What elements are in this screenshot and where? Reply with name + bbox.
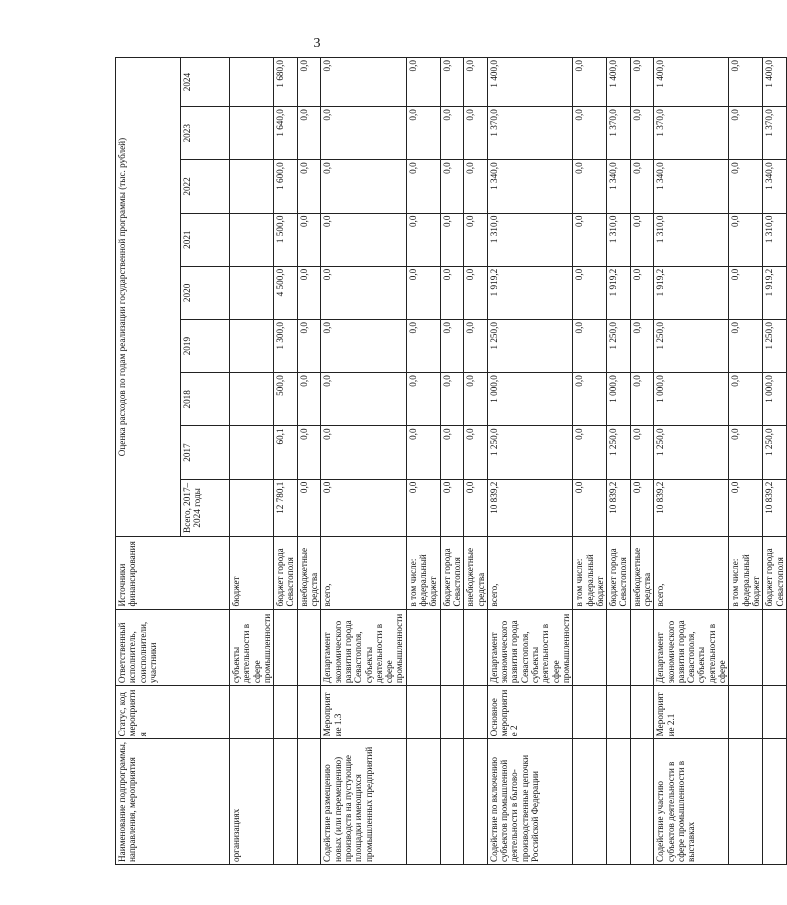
year-header-cell: 2018 (181, 373, 230, 426)
cell-value: 10 839,2 (763, 479, 787, 536)
cell-value: 0,0 (573, 213, 607, 266)
cell-value: 0,0 (406, 426, 440, 479)
cell-value: 0,0 (440, 160, 464, 213)
cell-value: 10 839,2 (487, 479, 572, 536)
cell-value: 0,0 (440, 426, 464, 479)
cell-name: Содействие по включению субъектов промышленной деятельности в бытово-производственные цепочки Российской Федерации (487, 739, 572, 865)
cell-value: 0,0 (440, 58, 464, 107)
cell-value: 1 370,0 (763, 107, 787, 160)
cell-source: в том числе: федеральный бюджет (729, 537, 763, 609)
cell-value: 1 000,0 (487, 373, 572, 426)
cell-value: 1 000,0 (763, 373, 787, 426)
cell-value: 1 400,0 (763, 58, 787, 107)
cell-value: 1 640,0 (274, 107, 298, 160)
cell-name: организациях (230, 739, 274, 865)
table-row (630, 58, 654, 865)
table-row (440, 58, 464, 865)
cell-value: 0,0 (729, 58, 763, 107)
cell-value: 1 370,0 (654, 107, 729, 160)
cell-value: 1 600,0 (274, 160, 298, 213)
cell-value: 0,0 (406, 266, 440, 319)
cell-value: 1 500,0 (274, 213, 298, 266)
table-row (487, 58, 572, 865)
cell-responsible: Департамент экономического развития города Севастополя, субъекты деятельности в сфере промышленности (487, 609, 572, 686)
cell-source: бюджет города Севастополя (763, 537, 787, 609)
cell-value: 0,0 (573, 160, 607, 213)
cell-value: 12 780,1 (274, 479, 298, 536)
table-row (321, 58, 406, 865)
cell-value: 0,0 (630, 479, 654, 536)
cell-value: 0,0 (630, 107, 654, 160)
cell-value: 0,0 (464, 426, 488, 479)
cell-status (573, 686, 607, 739)
cell-value: 0,0 (321, 479, 406, 536)
cell-status (607, 686, 631, 739)
cell-status (230, 686, 274, 739)
cell-value: 0,0 (297, 160, 321, 213)
cell-value: 1 340,0 (607, 160, 631, 213)
header-status: Статус, код мероприятия (116, 686, 230, 739)
header-estimate-title: Оценка расходов по годам реализации государственной программы (тыс. рублей) (116, 58, 181, 537)
cell-value: 1 250,0 (487, 319, 572, 372)
cell-value: 0,0 (440, 266, 464, 319)
cell-value: 1 250,0 (763, 426, 787, 479)
cell-name (729, 739, 763, 865)
cell-value: 0,0 (406, 213, 440, 266)
cell-value: 0,0 (573, 373, 607, 426)
year-header-cell: 2017 (181, 426, 230, 479)
cell-value: 1 919,2 (487, 266, 572, 319)
cell-responsible (406, 609, 440, 686)
cell-name (274, 739, 298, 865)
cell-status (440, 686, 464, 739)
cell-value: 0,0 (729, 160, 763, 213)
cell-value: 1 919,2 (763, 266, 787, 319)
cell-name: Содействие участию субъектов деятельности в сфере промышленности в выставках (654, 739, 729, 865)
cell-value: 1 250,0 (487, 426, 572, 479)
cell-value: 60,1 (274, 426, 298, 479)
cell-value: 0,0 (729, 319, 763, 372)
cell-status (763, 686, 787, 739)
cell-value: 0,0 (464, 479, 488, 536)
cell-value: 1 919,2 (654, 266, 729, 319)
year-header-cell: 2022 (181, 160, 230, 213)
cell-responsible (573, 609, 607, 686)
cell-value (230, 58, 274, 107)
cell-source: в том числе: федеральный бюджет (406, 537, 440, 609)
cell-value: 0,0 (440, 213, 464, 266)
cell-responsible (274, 609, 298, 686)
cell-value: 0,0 (464, 373, 488, 426)
table-row (230, 58, 274, 865)
header-row-top (116, 58, 181, 865)
cell-value: 0,0 (297, 107, 321, 160)
cell-value: 1 250,0 (607, 319, 631, 372)
cell-value: 0,0 (630, 266, 654, 319)
cell-value: 500,0 (274, 373, 298, 426)
cell-value: 1 250,0 (763, 319, 787, 372)
cell-value (230, 266, 274, 319)
cell-value: 0,0 (464, 319, 488, 372)
cell-value: 0,0 (297, 373, 321, 426)
cell-responsible (763, 609, 787, 686)
cell-name: Содействие размещению новых (или перемещению) производств на пустующие площадки имеющихся промышленных предприятий (321, 739, 406, 865)
cell-value: 0,0 (321, 319, 406, 372)
cell-value: 1 919,2 (607, 266, 631, 319)
header-responsible: Ответственный исполнитель, соисполнители, участники (116, 609, 230, 686)
cell-name (630, 739, 654, 865)
cell-value: 0,0 (440, 479, 464, 536)
cell-responsible: субъекты деятельности в сфере промышленности (230, 609, 274, 686)
cell-status: Основное мероприятие 2 (487, 686, 572, 739)
cell-responsible: Департамент экономического развития города Севастополя, субъекты деятельности в сфере (654, 609, 729, 686)
cell-value: 1 310,0 (607, 213, 631, 266)
cell-name (440, 739, 464, 865)
cell-value: 10 839,2 (654, 479, 729, 536)
cell-value: 1 340,0 (763, 160, 787, 213)
cell-value: 0,0 (573, 266, 607, 319)
cell-value: 0,0 (573, 58, 607, 107)
cell-value: 1 000,0 (607, 373, 631, 426)
cell-value: 0,0 (729, 479, 763, 536)
cell-value: 0,0 (321, 266, 406, 319)
table-row (297, 58, 321, 865)
cell-value: 0,0 (406, 107, 440, 160)
cell-value: 0,0 (729, 373, 763, 426)
table-area (115, 57, 785, 865)
cell-value: 0,0 (297, 319, 321, 372)
cell-name (573, 739, 607, 865)
cell-value: 0,0 (440, 107, 464, 160)
cell-value (230, 107, 274, 160)
cell-value: 0,0 (729, 426, 763, 479)
cell-value: 0,0 (406, 373, 440, 426)
year-header-cell: 2023 (181, 107, 230, 160)
cell-value: 1 310,0 (487, 213, 572, 266)
table-row (406, 58, 440, 865)
cell-status (297, 686, 321, 739)
cell-responsible (440, 609, 464, 686)
cell-status (729, 686, 763, 739)
cell-value: 0,0 (406, 479, 440, 536)
cell-responsible: Департамент экономического развития города Севастополя, субъекты деятельности в сфере промышленности (321, 609, 406, 686)
cell-value: 1 000,0 (654, 373, 729, 426)
cell-name (297, 739, 321, 865)
cell-value (230, 213, 274, 266)
cell-value: 0,0 (440, 319, 464, 372)
cell-value (230, 373, 274, 426)
cell-value: 0,0 (464, 266, 488, 319)
cell-source: бюджет города Севастополя (440, 537, 464, 609)
cell-source: внебюджетные средства (630, 537, 654, 609)
cell-value: 0,0 (321, 373, 406, 426)
cell-value: 0,0 (321, 160, 406, 213)
cell-value: 1 250,0 (654, 426, 729, 479)
cell-responsible (297, 609, 321, 686)
table-row (763, 58, 787, 865)
cell-value: 0,0 (297, 58, 321, 107)
expenditure-table (115, 57, 787, 865)
cell-value: 0,0 (573, 107, 607, 160)
cell-name (464, 739, 488, 865)
cell-value: 0,0 (464, 213, 488, 266)
cell-value: 0,0 (321, 58, 406, 107)
table-row (464, 58, 488, 865)
cell-responsible (630, 609, 654, 686)
cell-status (464, 686, 488, 739)
year-header-cell: 2019 (181, 319, 230, 372)
cell-source: внебюджетные средства (297, 537, 321, 609)
cell-value: 0,0 (729, 107, 763, 160)
cell-value: 0,0 (297, 426, 321, 479)
cell-source: внебюджетные средства (464, 537, 488, 609)
cell-value: 0,0 (630, 160, 654, 213)
cell-value: 1 400,0 (487, 58, 572, 107)
header-name: Наименование подпрограммы, направления, мероприятия (116, 739, 230, 865)
cell-source: всего, (654, 537, 729, 609)
cell-value: 1 310,0 (654, 213, 729, 266)
page-number: 3 (313, 36, 321, 51)
cell-status (630, 686, 654, 739)
cell-source: бюджет (230, 537, 274, 609)
cell-value: 0,0 (630, 319, 654, 372)
cell-value: 1 370,0 (607, 107, 631, 160)
cell-value: 1 680,0 (274, 58, 298, 107)
cell-value (230, 319, 274, 372)
cell-value: 0,0 (630, 373, 654, 426)
year-header-cell: 2024 (181, 58, 230, 107)
cell-value: 0,0 (321, 107, 406, 160)
cell-value: 0,0 (729, 213, 763, 266)
cell-value: 1 400,0 (607, 58, 631, 107)
year-header-cell: 2020 (181, 266, 230, 319)
table-row (607, 58, 631, 865)
cell-value: 0,0 (630, 426, 654, 479)
cell-name (607, 739, 631, 865)
cell-value: 1 400,0 (654, 58, 729, 107)
cell-status: Мероприятие 2.1 (654, 686, 729, 739)
table-row (654, 58, 729, 865)
cell-value (230, 426, 274, 479)
cell-value: 0,0 (297, 213, 321, 266)
cell-value: 0,0 (406, 319, 440, 372)
cell-status (406, 686, 440, 739)
cell-value: 10 839,2 (607, 479, 631, 536)
year-header-cell: 2021 (181, 213, 230, 266)
cell-source: всего, (321, 537, 406, 609)
cell-source: бюджет города Севастополя (274, 537, 298, 609)
cell-source: бюджет города Севастополя (607, 537, 631, 609)
cell-value: 1 300,0 (274, 319, 298, 372)
cell-value: 0,0 (573, 319, 607, 372)
cell-value: 0,0 (464, 160, 488, 213)
cell-value: 0,0 (297, 479, 321, 536)
cell-value (230, 479, 274, 536)
cell-name (763, 739, 787, 865)
cell-responsible (607, 609, 631, 686)
cell-value: 0,0 (573, 479, 607, 536)
cell-value: 1 340,0 (487, 160, 572, 213)
cell-source: в том числе: федеральный бюджет (573, 537, 607, 609)
cell-value: 1 310,0 (763, 213, 787, 266)
cell-source: всего, (487, 537, 572, 609)
cell-value: 0,0 (464, 107, 488, 160)
cell-value: 4 500,0 (274, 266, 298, 319)
cell-value: 0,0 (729, 266, 763, 319)
cell-value: 0,0 (321, 213, 406, 266)
cell-value (230, 160, 274, 213)
cell-status: Мероприятие 1.3 (321, 686, 406, 739)
cell-value: 1 250,0 (607, 426, 631, 479)
cell-value: 0,0 (440, 373, 464, 426)
cell-value: 1 340,0 (654, 160, 729, 213)
cell-value: 0,0 (464, 58, 488, 107)
table-row (274, 58, 298, 865)
rotated-table-wrapper (115, 57, 785, 865)
cell-value: 0,0 (297, 266, 321, 319)
header-sources: Источники финансирования (116, 537, 230, 609)
table-row (573, 58, 607, 865)
cell-value: 1 250,0 (654, 319, 729, 372)
table-body (230, 58, 787, 865)
cell-value: 0,0 (406, 160, 440, 213)
table-row (729, 58, 763, 865)
cell-value: 0,0 (406, 58, 440, 107)
cell-responsible (464, 609, 488, 686)
cell-value: 0,0 (630, 58, 654, 107)
cell-value: 1 370,0 (487, 107, 572, 160)
cell-responsible (729, 609, 763, 686)
year-header-cell: Всего, 2017–2024 годы (181, 479, 230, 536)
cell-status (274, 686, 298, 739)
cell-value: 0,0 (573, 426, 607, 479)
cell-name (406, 739, 440, 865)
cell-value: 0,0 (321, 426, 406, 479)
cell-value: 0,0 (630, 213, 654, 266)
